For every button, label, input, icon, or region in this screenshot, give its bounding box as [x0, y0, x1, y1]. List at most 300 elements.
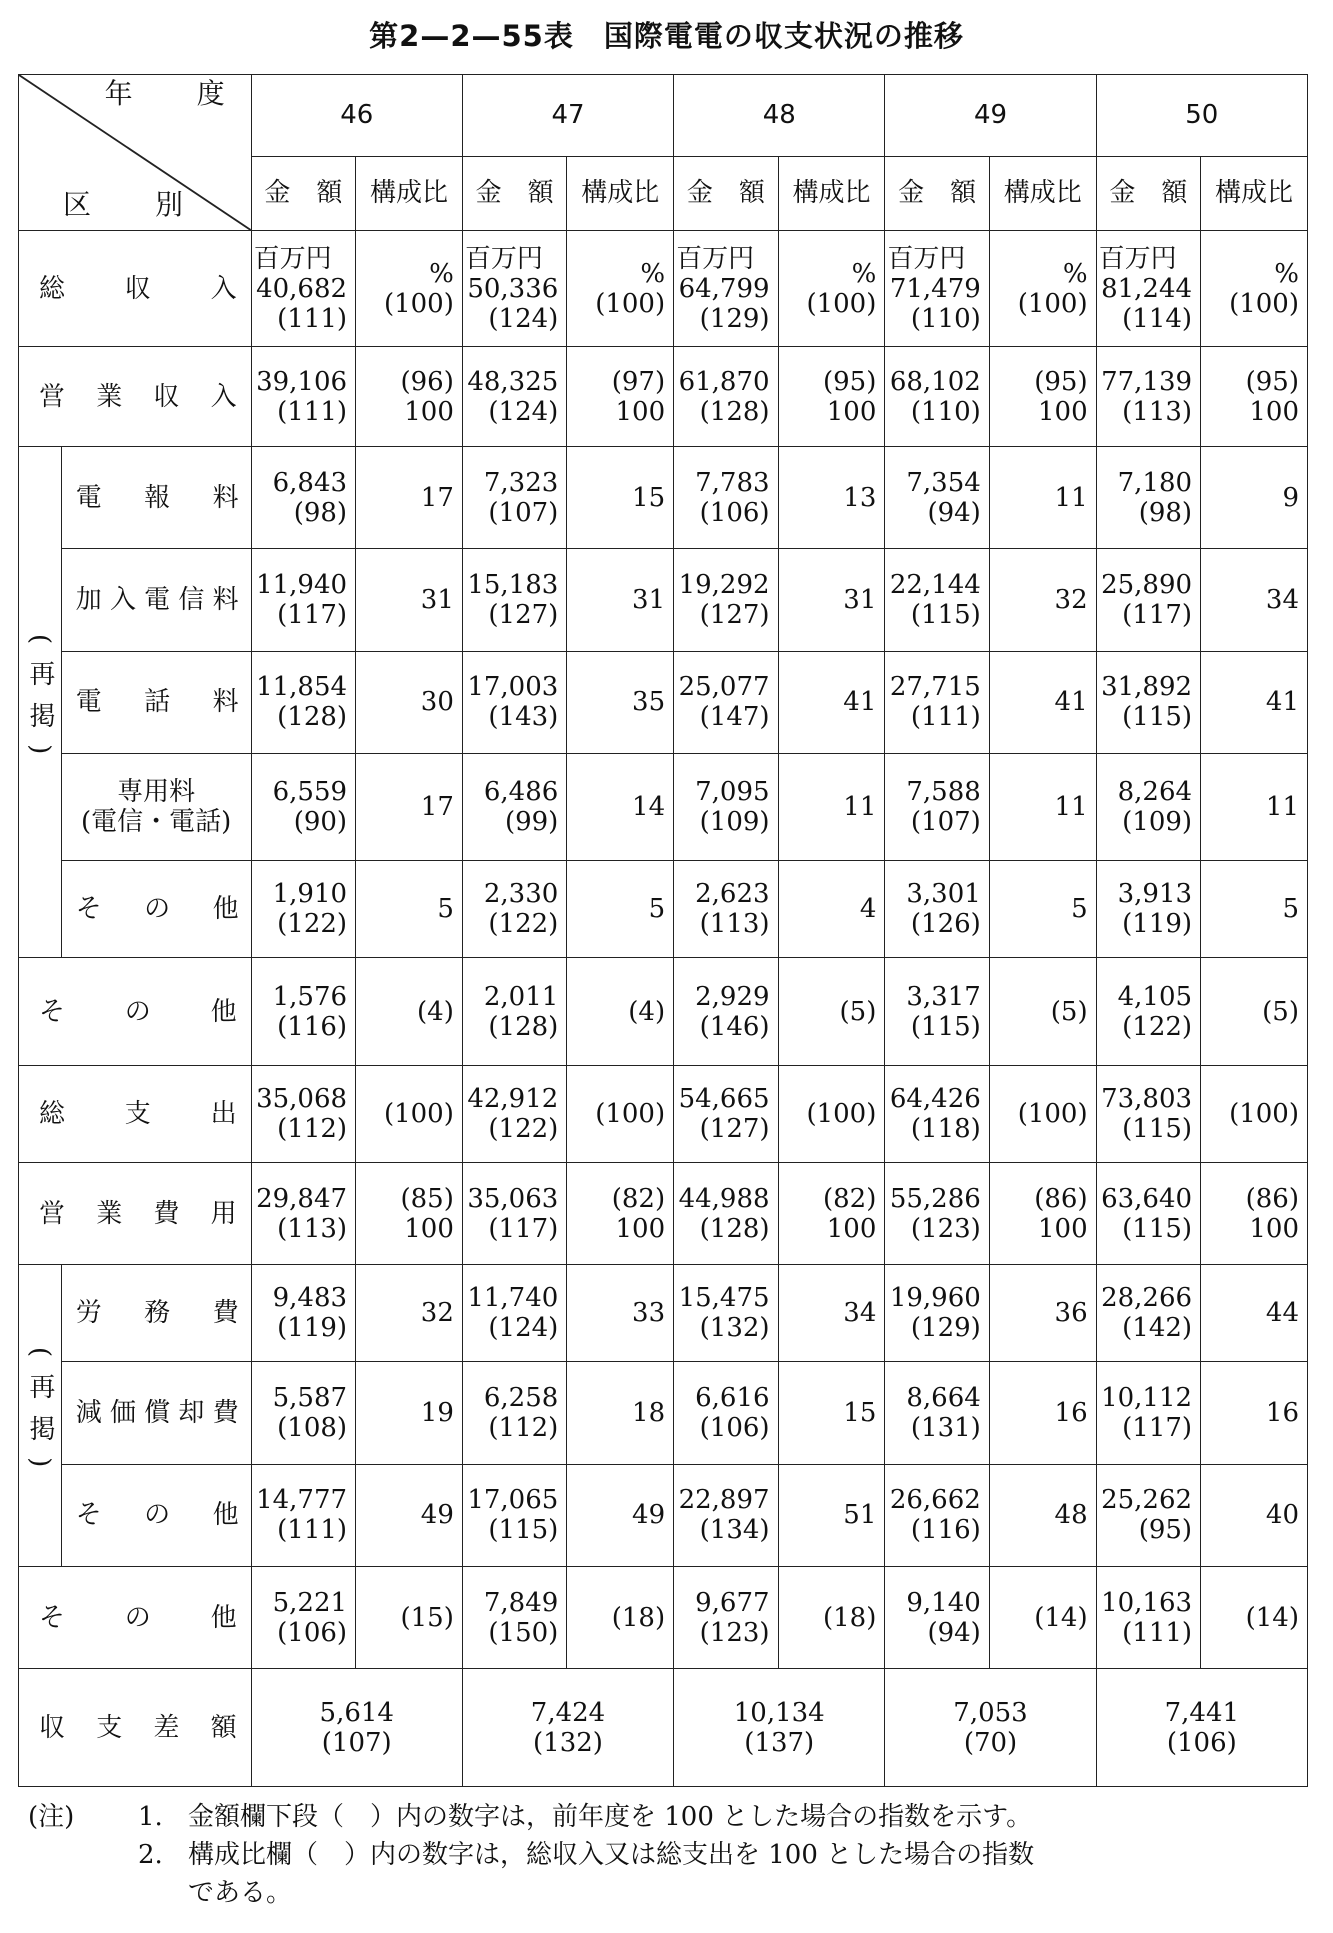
ratio-cell: [1201, 1362, 1308, 1464]
amount-cell: [462, 230, 566, 346]
unit-ratio: %: [429, 258, 454, 289]
amount-value: 15,183 (127): [467, 569, 559, 630]
amount-value: 31,892 (115): [1101, 672, 1193, 733]
amount-cell: [1096, 230, 1200, 346]
ratio-cell: [1201, 230, 1308, 346]
amount-value: 26,662 (116): [889, 1485, 981, 1546]
amount-value: 35,063 (117): [467, 1183, 559, 1244]
amount-header: [1096, 156, 1200, 230]
amount-cell: [885, 1464, 989, 1566]
row-label: [19, 230, 252, 346]
row-label-text: そ の 他: [39, 996, 237, 1027]
row-label-text: 専用料 (電信・電話): [81, 777, 232, 838]
ratio-value: (15): [400, 1602, 454, 1633]
ratio-cell: [1201, 549, 1308, 651]
amount-value: 35,068 (112): [256, 1083, 348, 1144]
amount-header: [251, 156, 355, 230]
table-row: [19, 447, 1308, 549]
year-header: [462, 75, 673, 157]
ratio-value: 49: [632, 1500, 666, 1531]
amount-cell: [1096, 447, 1200, 549]
ratio-value: 18: [632, 1398, 666, 1429]
ratio-value: 35: [632, 687, 666, 718]
ratio-header: [356, 156, 463, 230]
amount-cell: [462, 861, 566, 958]
amount-cell: [251, 549, 355, 651]
ratio-value: 11: [843, 792, 877, 823]
amount-value: 27,715 (111): [889, 672, 981, 733]
amount-value: 71,479 (110): [889, 273, 981, 334]
amount-cell: [251, 958, 355, 1065]
ratio-value: 49: [420, 1500, 454, 1531]
ratio-cell: [778, 1362, 885, 1464]
corner-header: [19, 75, 252, 231]
ratio-cell: [567, 753, 674, 860]
amount-value: 7,180 (98): [1117, 467, 1193, 528]
ratio-cell: [356, 753, 463, 860]
ratio-value: 11: [1054, 792, 1088, 823]
ratio-value: (18): [611, 1602, 666, 1633]
ratio-value: (4): [628, 996, 666, 1027]
note-text: 構成比欄（ ）内の数字は，総収入又は総支出を 100 とした場合の指数: [188, 1840, 1035, 1870]
amount-value: 6,559 (90): [272, 777, 348, 838]
amount-cell: [1096, 651, 1200, 753]
row-label-text: 減価償却費: [75, 1398, 239, 1429]
note-text: 金額欄下段（ ）内の数字は，前年度を 100 とした場合の指数を示す。: [188, 1802, 1033, 1832]
ratio-value: 17: [420, 482, 454, 513]
row-label: [61, 1362, 251, 1464]
row-label: [61, 549, 251, 651]
ratio-header: [778, 156, 885, 230]
ratio-cell: [567, 1566, 674, 1668]
ratio-value: 36: [1054, 1298, 1088, 1329]
table-row: [19, 1566, 1308, 1668]
amount-label: 金 額: [898, 178, 977, 209]
amount-cell: [462, 753, 566, 860]
amount-cell: [885, 347, 989, 447]
amount-value: 40,682 (111): [256, 273, 348, 334]
amount-cell: [1096, 549, 1200, 651]
amount-value: 1,576 (116): [272, 981, 348, 1042]
amount-value: 44,988 (128): [678, 1183, 770, 1244]
ratio-header: [567, 156, 674, 230]
year-header: [885, 75, 1096, 157]
amount-value: 64,426 (118): [889, 1083, 981, 1144]
ratio-cell: [356, 347, 463, 447]
ratio-value: (100): [1229, 1098, 1299, 1129]
ratio-value: (95) 100: [1245, 366, 1299, 427]
amount-value: 73,803 (115): [1101, 1083, 1193, 1144]
ratio-cell: [567, 861, 674, 958]
row-label-text: 総 収 入: [39, 273, 237, 304]
ratio-value: (82) 100: [611, 1183, 666, 1244]
ratio-cell: [989, 549, 1096, 651]
row-label: [19, 1065, 252, 1162]
ratio-value: 41: [1265, 687, 1299, 718]
amount-cell: [885, 1362, 989, 1464]
amount-value: 50,336 (124): [467, 273, 559, 334]
amount-cell: [885, 1162, 989, 1264]
amount-header: [674, 156, 778, 230]
ratio-value: (100): [1017, 1098, 1088, 1129]
ratio-label: 構成比: [581, 178, 660, 209]
amount-cell: [251, 1065, 355, 1162]
amount-cell: [674, 1362, 778, 1464]
unit-amount: 百万円: [1098, 243, 1177, 274]
unit-ratio: %: [851, 258, 877, 289]
income-expenditure-table: [18, 74, 1308, 1787]
row-label-text: 営業費用: [39, 1198, 237, 1229]
amount-value: 10,112 (117): [1101, 1383, 1193, 1444]
amount-value: 68,102 (110): [889, 366, 981, 427]
ratio-cell: [778, 861, 885, 958]
ratio-value: 5: [1282, 894, 1299, 925]
year-label: 48: [762, 100, 796, 131]
ratio-cell: [356, 861, 463, 958]
ratio-value: 44: [1265, 1298, 1299, 1329]
amount-value: 2,623 (113): [695, 879, 770, 940]
table-row: [19, 958, 1308, 1065]
ratio-value: (100): [1229, 288, 1299, 319]
amount-value: 7,323 (107): [483, 467, 559, 528]
amount-value: 9,483 (119): [272, 1283, 348, 1344]
ratio-cell: [778, 651, 885, 753]
balance-cell: [885, 1669, 1096, 1787]
ratio-cell: [356, 1265, 463, 1362]
row-label: [61, 861, 251, 958]
ratio-cell: [1201, 1265, 1308, 1362]
amount-cell: [885, 447, 989, 549]
amount-label: 金 額: [475, 178, 554, 209]
ratio-value: 34: [1265, 584, 1299, 615]
ratio-value: 17: [420, 792, 454, 823]
amount-value: 8,264 (109): [1117, 777, 1193, 838]
amount-value: 7,588 (107): [906, 777, 981, 838]
row-label-text: 収支差額: [39, 1712, 237, 1743]
amount-value: 81,244 (114): [1101, 273, 1193, 334]
amount-value: 5,587 (108): [272, 1383, 348, 1444]
group-label: (再掲): [24, 1347, 55, 1484]
note-number: 2.: [138, 1840, 163, 1870]
amount-value: 63,640 (115): [1101, 1183, 1193, 1244]
table-row: [19, 347, 1308, 447]
amount-cell: [462, 1265, 566, 1362]
corner-year-label: 年 度: [104, 77, 243, 110]
note-3: [28, 1876, 292, 1910]
ratio-cell: [1201, 753, 1308, 860]
ratio-cell: [1201, 861, 1308, 958]
amount-cell: [885, 861, 989, 958]
amount-cell: [885, 1566, 989, 1668]
ratio-value: (96) 100: [400, 366, 454, 427]
ratio-cell: [778, 958, 885, 1065]
ratio-cell: [989, 1362, 1096, 1464]
ratio-cell: [989, 1464, 1096, 1566]
ratio-cell: [567, 1162, 674, 1264]
table-row: [19, 753, 1308, 860]
ratio-cell: [778, 1566, 885, 1668]
unit-ratio: %: [1062, 258, 1088, 289]
row-label-text: そ の 他: [75, 1500, 239, 1531]
ratio-value: (100): [1017, 288, 1088, 319]
ratio-cell: [778, 1464, 885, 1566]
row-label: [61, 1464, 251, 1566]
ratio-cell: [356, 230, 463, 346]
ratio-cell: [1201, 1162, 1308, 1264]
ratio-value: (18): [823, 1602, 877, 1633]
table-row: [19, 1162, 1308, 1264]
ratio-cell: [567, 1464, 674, 1566]
ratio-cell: [778, 753, 885, 860]
amount-cell: [674, 1162, 778, 1264]
note-text: である。: [188, 1878, 293, 1908]
amount-cell: [251, 447, 355, 549]
ratio-value: 33: [632, 1298, 666, 1329]
ratio-cell: [567, 1362, 674, 1464]
amount-cell: [1096, 958, 1200, 1065]
ratio-value: 5: [437, 894, 454, 925]
amount-cell: [462, 958, 566, 1065]
corner-category-label: 区 別: [63, 187, 202, 221]
amount-cell: [462, 1065, 566, 1162]
unit-ratio: %: [640, 258, 666, 289]
amount-cell: [674, 1464, 778, 1566]
table-row: [19, 1265, 1308, 1362]
ratio-value: (95) 100: [823, 366, 877, 427]
note-1: [28, 1800, 1032, 1834]
ratio-cell: [567, 651, 674, 753]
unit-amount: 百万円: [464, 243, 543, 274]
ratio-value: 15: [843, 1398, 877, 1429]
amount-value: 17,003 (143): [467, 672, 559, 733]
amount-cell: [251, 1162, 355, 1264]
year-label: 49: [973, 100, 1008, 131]
amount-value: 7,095 (109): [695, 777, 770, 838]
row-label: [61, 753, 251, 860]
amount-value: 25,262 (95): [1101, 1485, 1193, 1546]
year-header: [1096, 75, 1307, 157]
unit-amount: 百万円: [887, 243, 966, 274]
ratio-value: (5): [839, 996, 877, 1027]
balance-value: 10,134 (137): [733, 1697, 825, 1758]
ratio-cell: [567, 958, 674, 1065]
amount-label: 金 額: [686, 178, 765, 209]
row-label-text: 電 話 料: [75, 687, 239, 718]
ratio-cell: [989, 958, 1096, 1065]
amount-cell: [251, 1265, 355, 1362]
ratio-cell: [989, 230, 1096, 346]
amount-value: 2,330 (122): [483, 879, 559, 940]
amount-cell: [1096, 1265, 1200, 1362]
ratio-value: (100): [595, 288, 666, 319]
amount-cell: [674, 447, 778, 549]
balance-cell: [674, 1669, 885, 1787]
amount-cell: [462, 447, 566, 549]
amount-cell: [674, 347, 778, 447]
ratio-value: 51: [843, 1500, 877, 1531]
amount-cell: [674, 1065, 778, 1162]
amount-value: 2,929 (146): [695, 981, 770, 1042]
amount-cell: [251, 1566, 355, 1668]
amount-value: 1,910 (122): [272, 879, 348, 940]
row-label-text: 労 務 費: [75, 1298, 239, 1329]
ratio-value: 11: [1265, 792, 1299, 823]
row-label-text: 営業収入: [39, 381, 237, 412]
amount-cell: [674, 753, 778, 860]
table-row: [19, 230, 1308, 346]
amount-cell: [885, 753, 989, 860]
amount-cell: [674, 651, 778, 753]
ratio-cell: [989, 1566, 1096, 1668]
amount-value: 3,913 (119): [1117, 879, 1193, 940]
ratio-value: (95) 100: [1034, 366, 1088, 427]
amount-cell: [1096, 753, 1200, 860]
ratio-value: (14): [1034, 1602, 1088, 1633]
amount-value: 7,783 (106): [695, 467, 770, 528]
amount-value: 7,354 (94): [906, 467, 981, 528]
amount-cell: [462, 1362, 566, 1464]
amount-header: [885, 156, 989, 230]
amount-label: 金 額: [264, 178, 343, 209]
ratio-cell: [778, 230, 885, 346]
ratio-value: (100): [383, 1098, 454, 1129]
ratio-value: (100): [383, 288, 454, 319]
amount-value: 28,266 (142): [1101, 1283, 1193, 1344]
amount-cell: [462, 549, 566, 651]
balance-value: 7,441 (106): [1164, 1697, 1240, 1758]
ratio-cell: [778, 1265, 885, 1362]
ratio-label: 構成比: [792, 178, 871, 209]
ratio-cell: [1201, 958, 1308, 1065]
ratio-cell: [356, 447, 463, 549]
amount-value: 42,912 (122): [467, 1083, 559, 1144]
row-label-text: 総 支 出: [39, 1098, 237, 1129]
row-label: [19, 958, 252, 1065]
ratio-cell: [778, 1162, 885, 1264]
amount-cell: [251, 861, 355, 958]
ratio-cell: [778, 1065, 885, 1162]
ratio-value: (100): [595, 1098, 666, 1129]
ratio-cell: [567, 549, 674, 651]
row-label-text: そ の 他: [39, 1602, 237, 1633]
ratio-cell: [989, 347, 1096, 447]
ratio-cell: [356, 1362, 463, 1464]
balance-cell: [251, 1669, 462, 1787]
amount-cell: [674, 549, 778, 651]
amount-cell: [251, 1362, 355, 1464]
amount-value: 6,843 (98): [272, 467, 348, 528]
amount-cell: [674, 958, 778, 1065]
ratio-value: 32: [420, 1298, 454, 1329]
amount-cell: [462, 1566, 566, 1668]
balance-cell: [462, 1669, 673, 1787]
amount-cell: [1096, 1162, 1200, 1264]
ratio-cell: [356, 1566, 463, 1668]
amount-cell: [885, 230, 989, 346]
ratio-cell: [989, 1265, 1096, 1362]
table-title: 第2—2—55表 国際電電の収支状況の推移: [369, 19, 964, 53]
amount-cell: [885, 1265, 989, 1362]
amount-cell: [462, 1162, 566, 1264]
amount-cell: [674, 230, 778, 346]
amount-value: 22,897 (134): [678, 1485, 770, 1546]
ratio-cell: [989, 1162, 1096, 1264]
amount-cell: [462, 651, 566, 753]
balance-row: [19, 1669, 1308, 1787]
ratio-value: (4): [417, 996, 454, 1027]
amount-value: 14,777 (111): [256, 1485, 348, 1546]
note-2: [28, 1838, 1034, 1872]
ratio-value: (100): [806, 1098, 877, 1129]
row-label-text: 電 報 料: [75, 482, 239, 513]
ratio-cell: [989, 447, 1096, 549]
amount-value: 10,163 (111): [1101, 1587, 1193, 1648]
amount-value: 4,105 (122): [1117, 981, 1193, 1042]
ratio-cell: [989, 1065, 1096, 1162]
ratio-value: (86) 100: [1034, 1183, 1088, 1244]
ratio-value: 19: [420, 1398, 454, 1429]
amount-cell: [674, 1566, 778, 1668]
ratio-cell: [989, 861, 1096, 958]
unit-ratio: %: [1274, 258, 1299, 289]
year-label: 50: [1185, 100, 1219, 131]
ratio-value: (97) 100: [611, 366, 666, 427]
row-label-text: 加入電信料: [75, 584, 239, 615]
amount-value: 5,221 (106): [272, 1587, 348, 1648]
ratio-cell: [567, 447, 674, 549]
amount-cell: [251, 753, 355, 860]
amount-cell: [1096, 1065, 1200, 1162]
row-label-text: そ の 他: [75, 894, 239, 925]
balance-cell: [1096, 1669, 1307, 1787]
ratio-cell: [356, 651, 463, 753]
unit-amount: 百万円: [676, 243, 755, 274]
amount-value: 8,664 (131): [906, 1383, 981, 1444]
amount-cell: [885, 1065, 989, 1162]
table-row: [19, 651, 1308, 753]
ratio-cell: [778, 447, 885, 549]
ratio-value: (100): [806, 288, 877, 319]
table-row: [19, 861, 1308, 958]
amount-value: 9,677 (123): [695, 1587, 770, 1648]
amount-cell: [251, 651, 355, 753]
row-label: [61, 1265, 251, 1362]
ratio-value: (82) 100: [823, 1183, 877, 1244]
amount-value: 7,849 (150): [483, 1587, 559, 1648]
ratio-value: (86) 100: [1245, 1183, 1299, 1244]
ratio-value: 31: [420, 584, 454, 615]
amount-header: [462, 156, 566, 230]
table-row: [19, 549, 1308, 651]
amount-cell: [674, 1265, 778, 1362]
ratio-cell: [356, 1162, 463, 1264]
ratio-value: 5: [1071, 894, 1088, 925]
year-label: 47: [551, 100, 585, 131]
row-label: [19, 1566, 252, 1668]
ratio-cell: [1201, 1566, 1308, 1668]
amount-cell: [462, 1464, 566, 1566]
amount-value: 6,486 (99): [483, 777, 559, 838]
amount-cell: [462, 347, 566, 447]
ratio-cell: [1201, 1464, 1308, 1566]
amount-label: 金 額: [1109, 178, 1188, 209]
ratio-label: 構成比: [1215, 178, 1294, 209]
amount-value: 48,325 (124): [467, 366, 559, 427]
ratio-value: 13: [843, 482, 877, 513]
year-label: 46: [340, 100, 374, 131]
ratio-value: (14): [1245, 1602, 1299, 1633]
ratio-header: [1201, 156, 1308, 230]
